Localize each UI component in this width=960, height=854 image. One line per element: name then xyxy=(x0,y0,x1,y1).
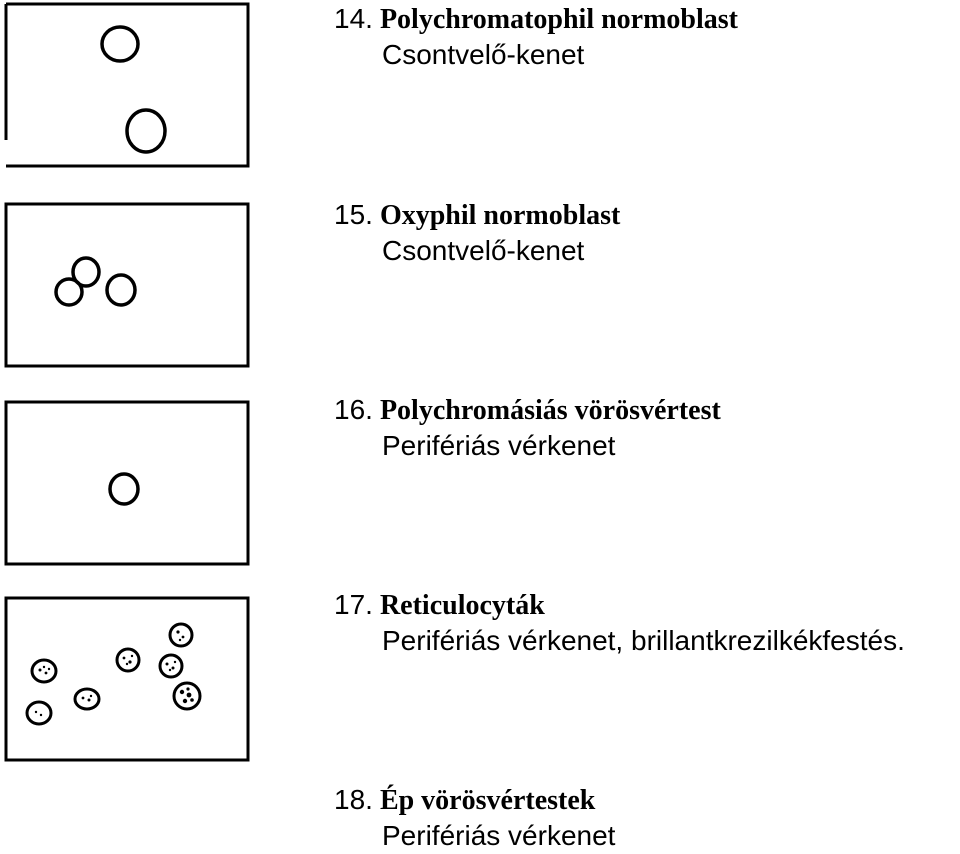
entry-subtitle: Csontvelő-kenet xyxy=(382,39,585,70)
cell xyxy=(75,689,99,709)
cell xyxy=(102,27,138,61)
entry-subtitle: Perifériás vérkenet xyxy=(382,430,616,461)
caption-17 xyxy=(334,588,905,659)
caption-16 xyxy=(334,393,721,464)
panel-17-illustration xyxy=(0,592,256,768)
panel-16 xyxy=(0,396,256,572)
entry-title: Ép vörösvértestek xyxy=(379,785,596,816)
entry-number: 14. xyxy=(334,3,373,34)
panel-14 xyxy=(0,0,256,172)
cell xyxy=(27,702,51,724)
entry-subtitle: Csontvelő-kenet xyxy=(382,235,585,266)
panel-15 xyxy=(0,198,256,374)
entry-number: 16. xyxy=(334,394,373,425)
entry-title: Polychromatophil normoblast xyxy=(379,4,738,35)
entry-number: 18. xyxy=(334,784,373,815)
cell xyxy=(170,624,192,646)
cell xyxy=(110,474,138,504)
panel-15-illustration xyxy=(0,198,256,374)
entry-subtitle: Perifériás vérkenet, brillantkrezilkékfestés. xyxy=(382,625,905,656)
cell xyxy=(107,275,135,305)
entry-subtitle: Perifériás vérkenet xyxy=(382,820,616,851)
entry-title: Polychromásiás vörösvértest xyxy=(379,395,721,426)
cell xyxy=(127,110,165,152)
entry-title: Oxyphil normoblast xyxy=(379,200,621,231)
cell xyxy=(56,279,82,305)
cell xyxy=(117,649,139,671)
entry-number: 17. xyxy=(334,589,373,620)
panel-16-illustration xyxy=(0,396,256,572)
cell xyxy=(160,655,182,677)
entry-title: Reticulocyták xyxy=(379,590,545,621)
entry-number: 15. xyxy=(334,199,373,230)
caption-14 xyxy=(334,2,738,73)
caption-18 xyxy=(334,783,615,854)
caption-15 xyxy=(334,198,620,269)
panel-17 xyxy=(0,592,256,768)
panel-14-illustration xyxy=(0,0,256,172)
cell xyxy=(32,660,56,682)
